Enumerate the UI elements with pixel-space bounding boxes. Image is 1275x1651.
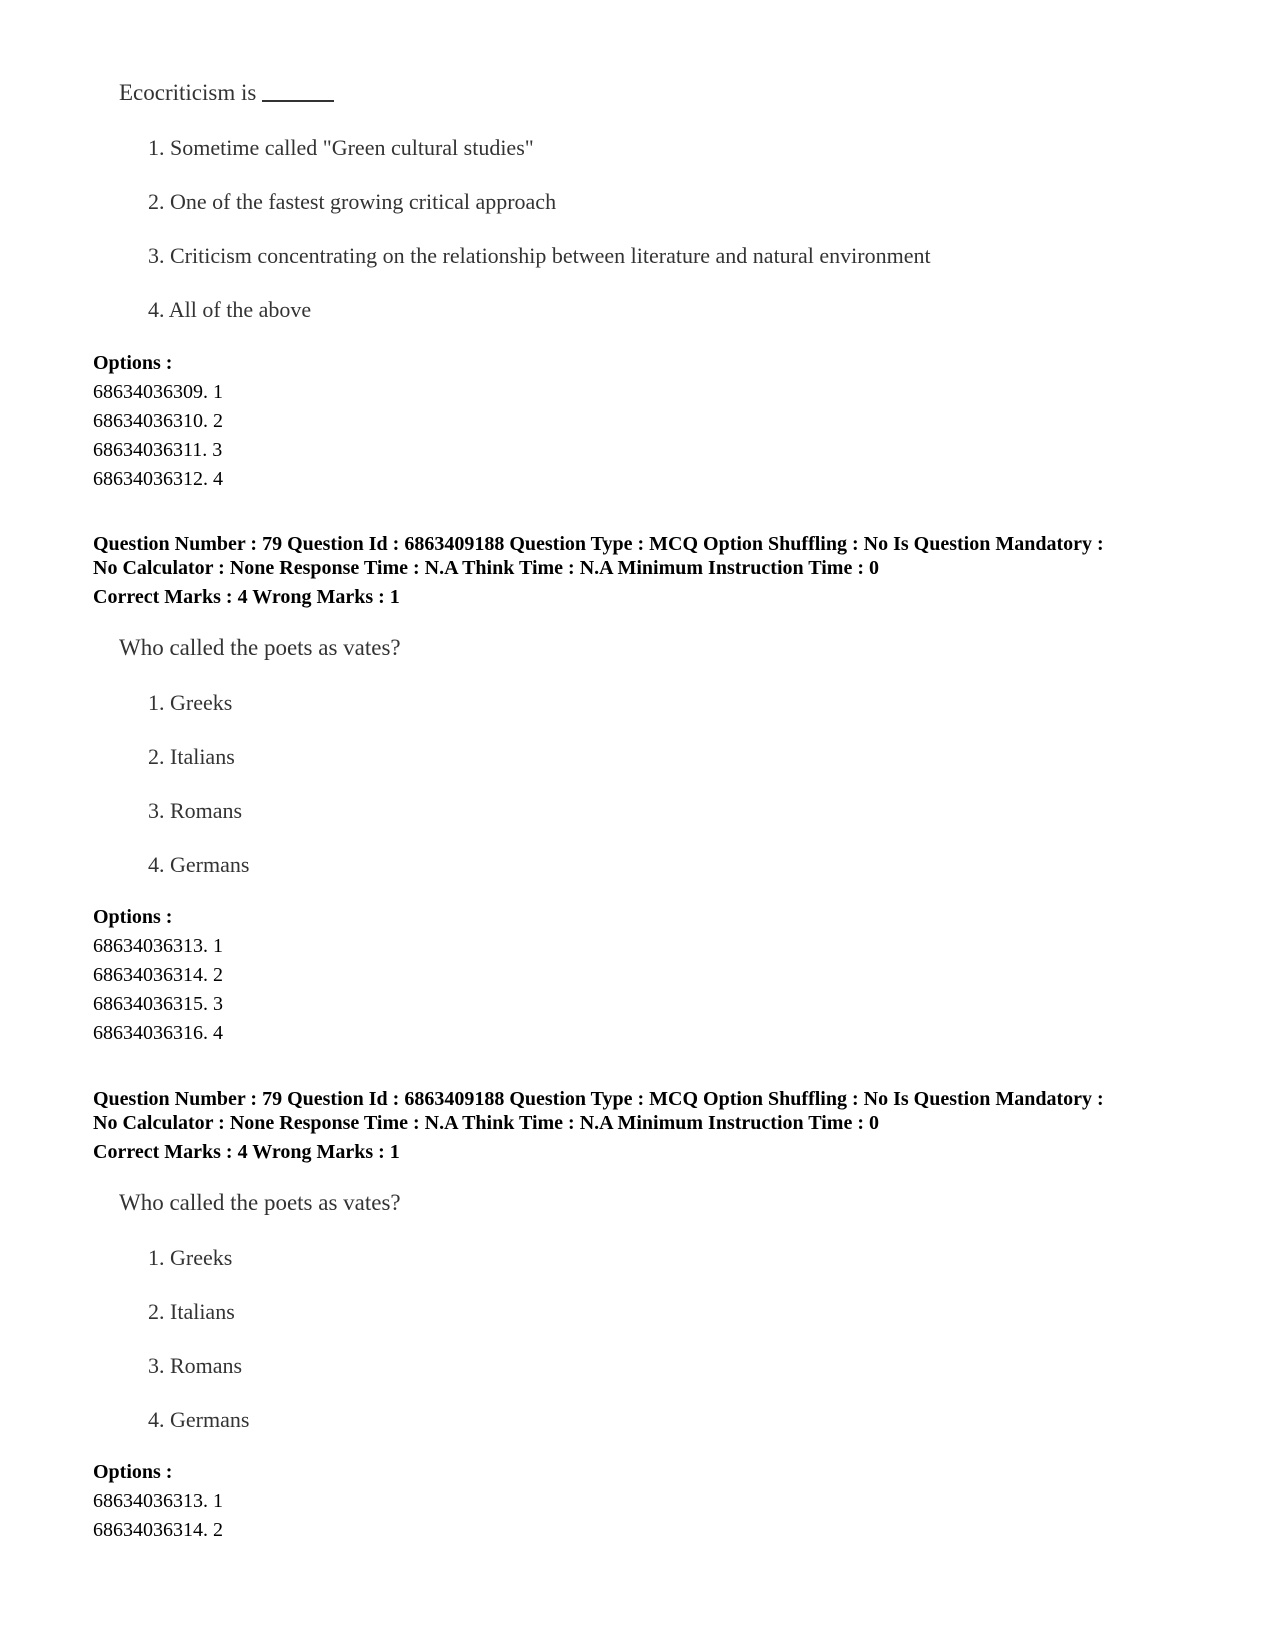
choice-3: 3. Romans [148, 798, 243, 823]
option-id-4: 68634036312. 4 [93, 468, 223, 490]
option-id-1: 68634036313. 1 [93, 1490, 223, 1512]
option-id-2: 68634036310. 2 [93, 410, 223, 432]
question-text: Who called the poets as vates? [119, 1190, 401, 1215]
option-id-2: 68634036314. 2 [93, 1519, 223, 1541]
choice-3: 3. Criticism concentrating on the relationship between literature and natural environment [148, 243, 931, 268]
options-label: Options : [93, 1461, 173, 1483]
choice-4: 4. Germans [148, 852, 250, 877]
question-meta-line-1: Question Number : 79 Question Id : 6863409188 Question Type : MCQ Option Shuffling : No Is Question Mandatory : [93, 533, 1104, 555]
question-meta-line-2: No Calculator : None Response Time : N.A Think Time : N.A Minimum Instruction Time : 0 [93, 1112, 879, 1134]
options-label: Options : [93, 352, 173, 374]
choice-4: 4. Germans [148, 1407, 250, 1432]
question-meta-line-1: Question Number : 79 Question Id : 6863409188 Question Type : MCQ Option Shuffling : No Is Question Mandatory : [93, 1088, 1104, 1110]
choice-4: 4. All of the above [148, 297, 312, 322]
question-meta [93, 532, 1193, 609]
option-id-4: 68634036316. 4 [93, 1022, 223, 1044]
choice-2: 2. Italians [148, 1299, 235, 1324]
choice-2: 2. Italians [148, 744, 235, 769]
option-id-3: 68634036311. 3 [93, 439, 223, 461]
option-id-3: 68634036315. 3 [93, 993, 223, 1015]
choice-1: 1. Greeks [148, 1245, 233, 1270]
option-id-1: 68634036313. 1 [93, 935, 223, 957]
marks-line: Correct Marks : 4 Wrong Marks : 1 [93, 586, 400, 608]
choice-1: 1. Greeks [148, 690, 233, 715]
question-text: Ecocriticism is [119, 80, 334, 106]
choice-3: 3. Romans [148, 1353, 243, 1378]
choice-1: 1. Sometime called "Green cultural studies" [148, 135, 534, 160]
question-meta-line-2: No Calculator : None Response Time : N.A Think Time : N.A Minimum Instruction Time : 0 [93, 557, 879, 579]
option-id-1: 68634036309. 1 [93, 381, 223, 403]
options-label: Options : [93, 906, 173, 928]
choice-2: 2. One of the fastest growing critical approach [148, 189, 557, 214]
question-meta [93, 1087, 1193, 1164]
question-text: Who called the poets as vates? [119, 635, 401, 660]
marks-line: Correct Marks : 4 Wrong Marks : 1 [93, 1141, 400, 1163]
answer-blank [262, 100, 334, 102]
option-id-2: 68634036314. 2 [93, 964, 223, 986]
